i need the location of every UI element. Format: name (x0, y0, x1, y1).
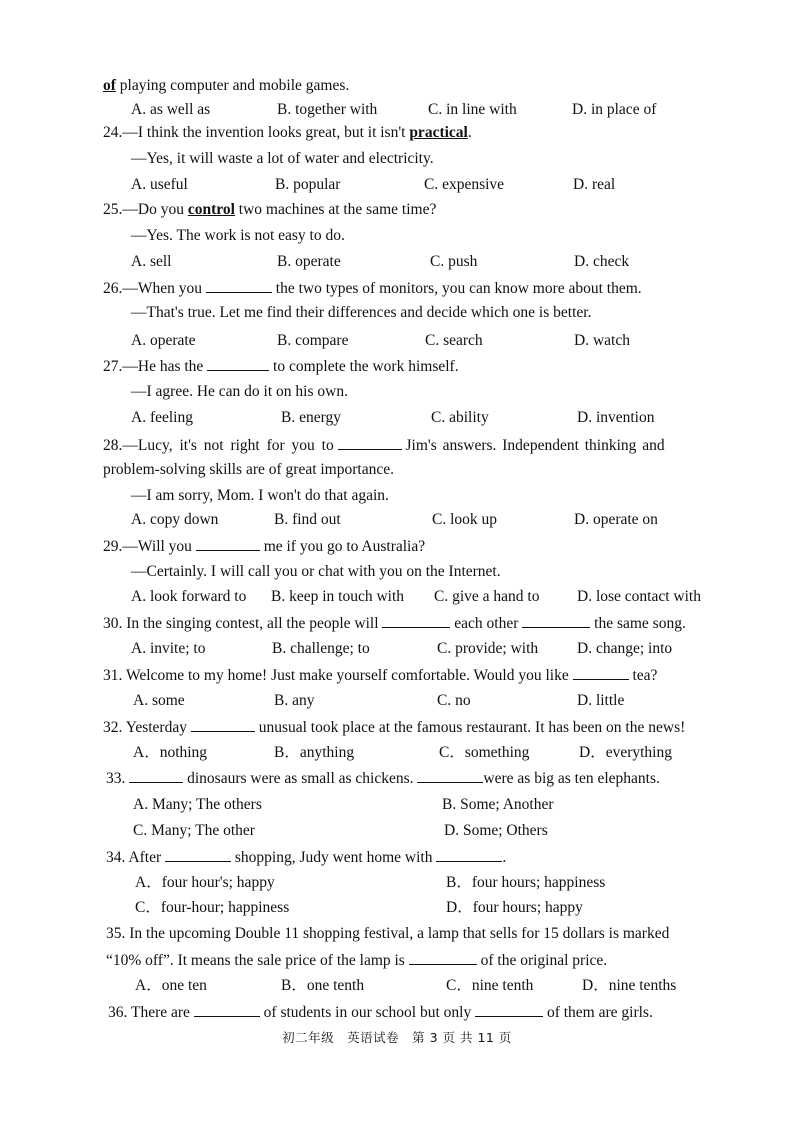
option-b[interactable]: B．anything (274, 744, 355, 761)
option-c[interactable]: C. expensive (424, 176, 505, 193)
option-c[interactable]: C．four-hour; happiness (135, 899, 290, 916)
question-26-reply: —That's true. Let me find their differences and decide which one is better. (131, 304, 592, 321)
answer-blank[interactable] (338, 435, 402, 450)
question-29: 29.—Will you me if you go to Australia? (103, 538, 426, 555)
answer-blank[interactable] (129, 768, 183, 783)
option-d[interactable]: D. real (573, 176, 616, 193)
answer-blank[interactable] (207, 356, 269, 371)
option-d[interactable]: D. watch (574, 332, 630, 349)
question-30: 30. In the singing contest, all the people will each other the same song. (103, 615, 686, 632)
option-a[interactable]: A. useful (131, 176, 188, 193)
option-a[interactable]: A. as well as (131, 101, 211, 118)
key-word: of (103, 77, 116, 94)
page-footer: 初二年级 英语试卷 第 3 页 共 11 页 (282, 1030, 512, 1045)
answer-blank[interactable] (191, 717, 255, 732)
question-27-reply: —I agree. He can do it on his own. (131, 383, 348, 400)
question-25-reply: —Yes. The work is not easy to do. (131, 227, 345, 244)
option-c[interactable]: C. in line with (428, 101, 517, 118)
option-c[interactable]: C．something (439, 744, 530, 761)
option-a[interactable]: A. operate (131, 332, 196, 349)
option-a[interactable]: A. some (133, 692, 185, 709)
question-27: 27.—He has the to complete the work himself. (103, 358, 459, 375)
option-b[interactable]: B. challenge; to (272, 640, 370, 657)
option-a[interactable]: A. invite; to (131, 640, 206, 657)
question-26: 26.—When you the two types of monitors, you can know more about them. (103, 280, 642, 297)
question-28: 28.—Lucy, it's not right for you to Jim's answers. Independent thinking and (103, 437, 665, 454)
option-d[interactable]: D. little (577, 692, 625, 709)
option-b[interactable]: B．four hours; happiness (446, 874, 606, 891)
option-c[interactable]: C. no (437, 692, 471, 709)
option-d[interactable]: D．nine tenths (582, 977, 677, 994)
option-b[interactable]: B. find out (274, 511, 341, 528)
option-d[interactable]: D. change; into (577, 640, 673, 657)
option-a[interactable]: A. copy down (131, 511, 219, 528)
answer-blank[interactable] (475, 1002, 543, 1017)
question-35-continued: “10% off”. It means the sale price of the lamp is of the original price. (106, 952, 608, 969)
option-d[interactable]: D. check (574, 253, 630, 270)
option-b[interactable]: B. energy (281, 409, 341, 426)
option-c[interactable]: C. provide; with (437, 640, 539, 657)
option-a[interactable]: A．one ten (135, 977, 207, 994)
option-b[interactable]: B. operate (277, 253, 341, 270)
answer-blank[interactable] (436, 847, 502, 862)
answer-blank[interactable] (522, 613, 590, 628)
question-24: 24.—I think the invention looks great, but it isn't practical. (103, 124, 472, 141)
option-b[interactable]: B. together with (277, 101, 378, 118)
question-35: 35. In the upcoming Double 11 shopping festival, a lamp that sells for 15 dollars is marked (106, 925, 670, 942)
option-c[interactable]: C. give a hand to (434, 588, 540, 605)
option-b[interactable]: B. any (274, 692, 315, 709)
key-word: practical (409, 124, 468, 141)
option-c[interactable]: C. look up (432, 511, 498, 528)
question-25: 25.—Do you control two machines at the same time? (103, 201, 437, 218)
option-c[interactable]: C. ability (431, 409, 489, 426)
answer-blank[interactable] (165, 847, 231, 862)
option-d[interactable]: D. in place of (572, 101, 657, 118)
option-a[interactable]: A. feeling (131, 409, 193, 426)
option-b[interactable]: B. compare (277, 332, 349, 349)
option-d[interactable]: D. operate on (574, 511, 658, 528)
option-c[interactable]: C. Many; The other (133, 822, 255, 839)
option-a[interactable]: A．four hour's; happy (135, 874, 275, 891)
option-d[interactable]: D. lose contact with (577, 588, 701, 605)
answer-blank[interactable] (194, 1002, 260, 1017)
option-d[interactable]: D. invention (577, 409, 655, 426)
key-word: control (187, 201, 235, 218)
question-28-reply: —I am sorry, Mom. I won't do that again. (131, 487, 389, 504)
option-b[interactable]: B．one tenth (281, 977, 365, 994)
question-28-continued: problem-solving skills are of great importance. (103, 461, 394, 478)
option-c[interactable]: C．nine tenth (446, 977, 534, 994)
option-c[interactable]: C. search (425, 332, 483, 349)
option-a[interactable]: A. sell (131, 253, 172, 270)
option-c[interactable]: C. push (430, 253, 478, 270)
answer-blank[interactable] (409, 950, 477, 965)
option-d[interactable]: D．four hours; happy (446, 899, 583, 916)
answer-blank[interactable] (206, 278, 272, 293)
question-31: 31. Welcome to my home! Just make yourself comfortable. Would you like tea? (103, 667, 658, 684)
answer-blank[interactable] (573, 665, 629, 680)
question-36: 36. There are of students in our school but only of them are girls. (108, 1004, 653, 1021)
question-32: 32. Yesterday unusual took place at the famous restaurant. It has been on the news! (103, 719, 686, 736)
option-b[interactable]: B. keep in touch with (271, 588, 405, 605)
question-34: 34. After shopping, Judy went home with . (106, 849, 507, 866)
option-a[interactable]: A. look forward to (131, 588, 247, 605)
option-d[interactable]: D．everything (579, 744, 672, 761)
question-24-reply: —Yes, it will waste a lot of water and electricity. (131, 150, 434, 167)
answer-blank[interactable] (196, 536, 260, 551)
question-33: 33. dinosaurs were as small as chickens. were as big as ten elephants. (106, 770, 660, 787)
option-a[interactable]: A. Many; The others (133, 796, 262, 813)
question-23-tail: of playing computer and mobile games. (103, 77, 350, 94)
option-b[interactable]: B. Some; Another (442, 796, 554, 813)
answer-blank[interactable] (382, 613, 450, 628)
answer-blank[interactable] (417, 768, 483, 783)
option-b[interactable]: B. popular (275, 176, 341, 193)
question-29-reply: —Certainly. I will call you or chat with you on the Internet. (131, 563, 501, 580)
option-a[interactable]: A．nothing (133, 744, 208, 761)
option-d[interactable]: D. Some; Others (444, 822, 548, 839)
